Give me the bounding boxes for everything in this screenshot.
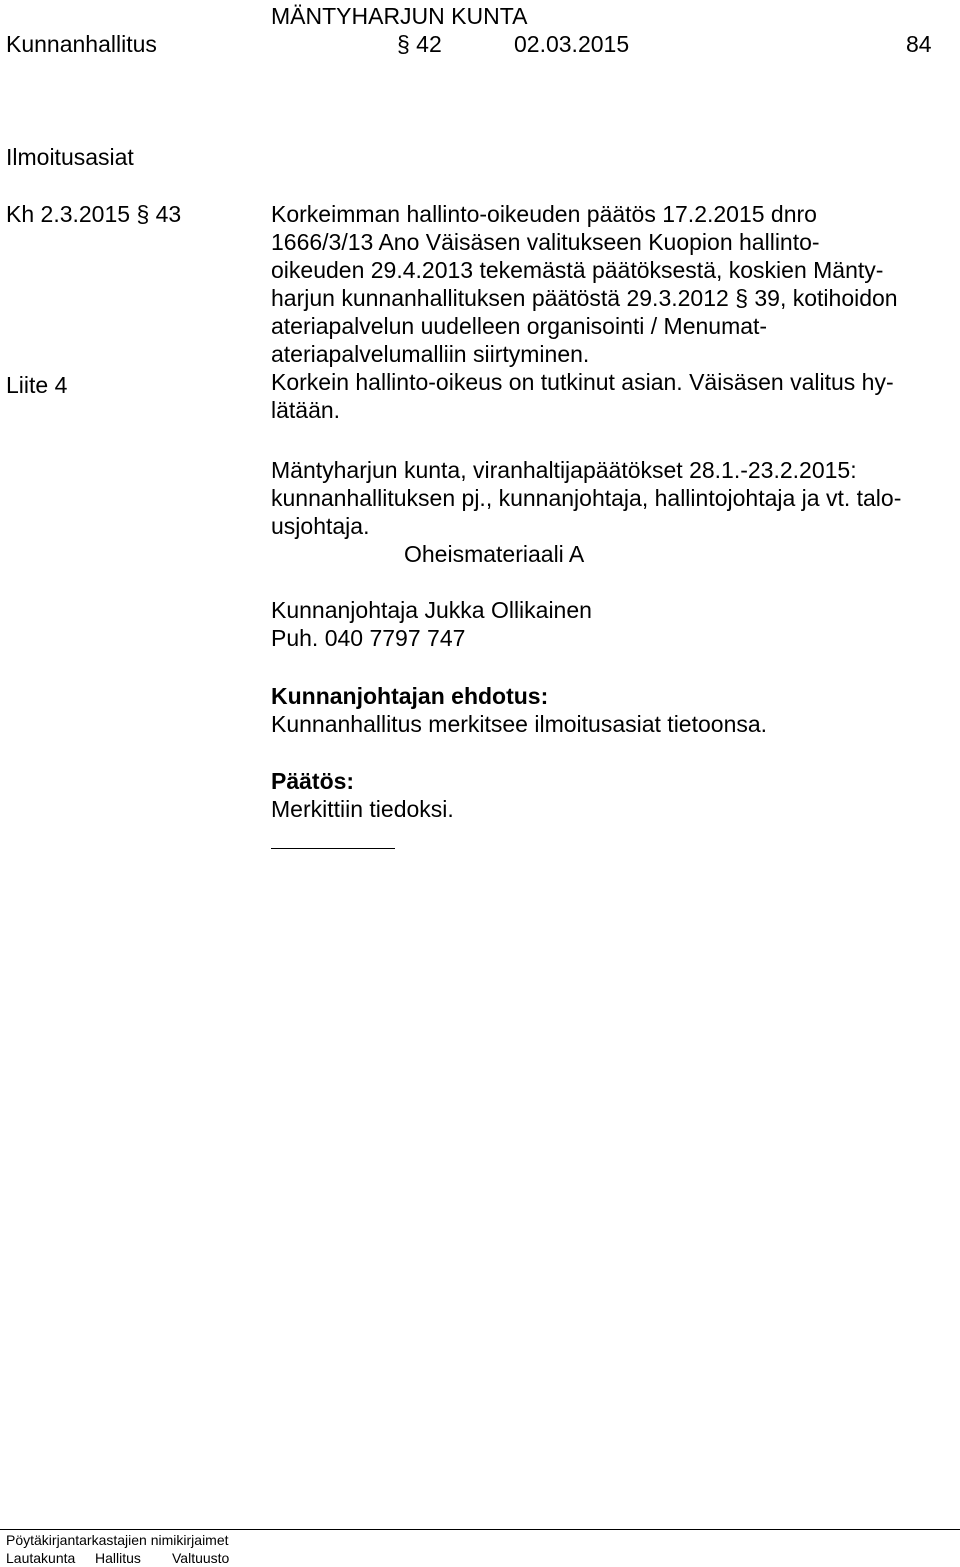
meeting-date: 02.03.2015 (514, 31, 630, 57)
footer-col-valtuusto: Valtuusto (172, 1550, 230, 1566)
section-title: Ilmoitusasiat (6, 144, 134, 170)
text-line: kunnanhallituksen pj., kunnanjohtaja, hallintojohtaja ja vt. talo- (271, 485, 902, 511)
text-line: ateriapalvelumalliin siirtyminen. (271, 341, 590, 367)
decision-text: Merkittiin tiedoksi. (271, 796, 454, 822)
text-line: lätään. (271, 397, 341, 423)
item-description (271, 200, 951, 424)
contact-phone: Puh. 040 7797 747 (271, 625, 466, 651)
decision-heading: Päätös: (271, 768, 355, 794)
end-rule (271, 848, 395, 849)
text-line: oikeuden 29.4.2013 tekemästä päätöksestä, koskien Mänty- (271, 257, 884, 283)
item-reference: Kh 2.3.2015 § 43 (6, 201, 182, 227)
municipality-name: MÄNTYHARJUN KUNTA (271, 3, 528, 29)
text-line: Mäntyharjun kunta, viranhaltijapäätökset 28.1.-23.2.2015: (271, 457, 857, 483)
footer-col-hallitus: Hallitus (95, 1550, 141, 1566)
contact-name: Kunnanjohtaja Jukka Ollikainen (271, 597, 592, 623)
text-line: usjohtaja. (271, 513, 370, 539)
proposal-heading: Kunnanjohtajan ehdotus: (271, 683, 549, 709)
text-line: 1666/3/13 Ano Väisäsen valitukseen Kuopion hallinto- (271, 229, 820, 255)
body-name: Kunnanhallitus (6, 31, 157, 57)
text-line: Korkeimman hallinto-oikeuden päätös 17.2.2015 dnro (271, 201, 817, 227)
footer-divider (0, 1529, 960, 1530)
text-line: Korkein hallinto-oikeus on tutkinut asian. Väisäsen valitus hy- (271, 369, 894, 395)
supplementary-material: Oheismateriaali A (404, 541, 585, 567)
text-line: harjun kunnanhallituksen päätöstä 29.3.2012 § 39, kotihoidon (271, 285, 898, 311)
footer-title: Pöytäkirjantarkastajien nimikirjaimet (6, 1532, 229, 1548)
officer-decisions (271, 456, 951, 540)
text-line: ateriapalvelun uudelleen organisointi / Menumat- (271, 313, 768, 339)
attachment-label: Liite 4 (6, 372, 68, 398)
footer-col-lautakunta: Lautakunta (6, 1550, 76, 1566)
proposal-text: Kunnanhallitus merkitsee ilmoitusasiat tietoonsa. (271, 711, 768, 737)
page-number: 84 (906, 31, 932, 57)
section-number: § 42 (397, 31, 442, 57)
